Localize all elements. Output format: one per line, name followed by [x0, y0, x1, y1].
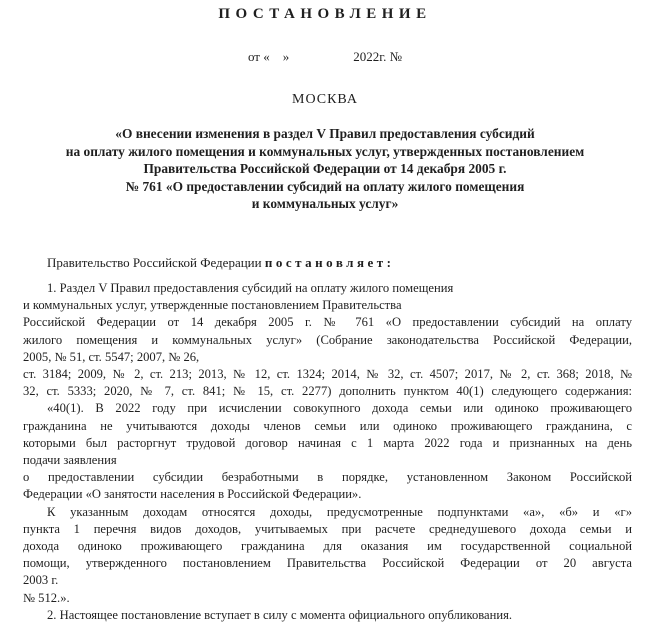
body-line: дохода одиноко проживающего гражданина для оказания им государственной социальной [23, 539, 632, 554]
body-line: помощи, утвержденного постановлением Правительства Российской Федерации от 20 августа [23, 556, 632, 571]
city-name: МОСКВА [292, 92, 358, 107]
body-line: 2. Настоящее постановление вступает в силу с момента официального опубликования. [47, 607, 513, 622]
body-line: гражданина не учитываются доходы членов семьи или одиноко проживающего гражданина, с [23, 418, 632, 433]
body-line: о предоставлении субсидии безработными в порядке, установленном Законом Российской [23, 470, 632, 485]
body-line: Федерации «О занятости населения в Российской Федерации». [23, 487, 362, 502]
subject-line: Правительства Российской Федерации от 14 декабря 2005 г. [143, 161, 507, 177]
body-line: К указанным доходам относятся доходы, предусмотренные подпунктами «а», «б» и «г» [47, 504, 632, 519]
date-blank-field: от « » [247, 49, 290, 64]
preamble-resolves-word: постановляет: [264, 254, 395, 270]
subject-line: № 761 «О предоставлении субсидий на оплату жилого помещения [125, 178, 525, 194]
preamble-lead: Правительство Российской Федерации [47, 254, 265, 270]
body-line: Российской Федерации от 14 декабря 2005 г. № 761 «О предоставлении субсидий на оплату [23, 315, 632, 330]
body-line: ст. 3184; 2009, № 2, ст. 213; 2013, № 12, ст. 1324; 2014, № 32, ст. 4507; 2017, № 2, ст. 368; 2018, № [23, 366, 632, 381]
date-line [0, 49, 650, 65]
document-title: ПОСТАНОВЛЕНИЕ [218, 6, 432, 22]
body-line: 2005, № 51, ст. 5547; 2007, № 26, [23, 349, 200, 364]
subject-title [0, 125, 650, 213]
body-line: № 512.». [23, 590, 70, 605]
body-line: жилого помещения и коммунальных услуг» (Собрание законодательства Российской Федерации, [23, 332, 632, 347]
body-line: 32, ст. 5333; 2020, № 7, ст. 841; № 15, ст. 2277) дополнить пунктом 40(1) следующего содержания: [23, 384, 632, 399]
body-line: «40(1). В 2022 году при исчислении совокупного дохода семьи или одиноко проживающего [47, 401, 632, 416]
subject-line: и коммунальных услуг» [251, 196, 399, 212]
body-line: 2003 г. [23, 573, 59, 588]
preamble [23, 255, 632, 271]
date-year-number: 2022г. № [353, 49, 403, 64]
body-line: пункта 1 перечня видов доходов, учитываемых при расчете среднедушевого дохода семьи и [23, 521, 632, 536]
subject-line: «О внесении изменения в раздел V Правил предоставления субсидий [115, 126, 535, 141]
body-line: которыми был расторгнут трудовой договор начиная с 1 марта 2022 года и признанных на день [23, 435, 632, 450]
subject-line: на оплату жилого помещения и коммунальных услуг, утвержденных постановлением [65, 143, 585, 159]
body-line: и коммунальных услуг, утвержденные постановлением Правительства [23, 298, 402, 313]
body-text [23, 280, 632, 624]
body-line: подачи заявления [23, 453, 117, 467]
body-line: 1. Раздел V Правил предоставления субсидий на оплату жилого помещения [47, 280, 454, 295]
